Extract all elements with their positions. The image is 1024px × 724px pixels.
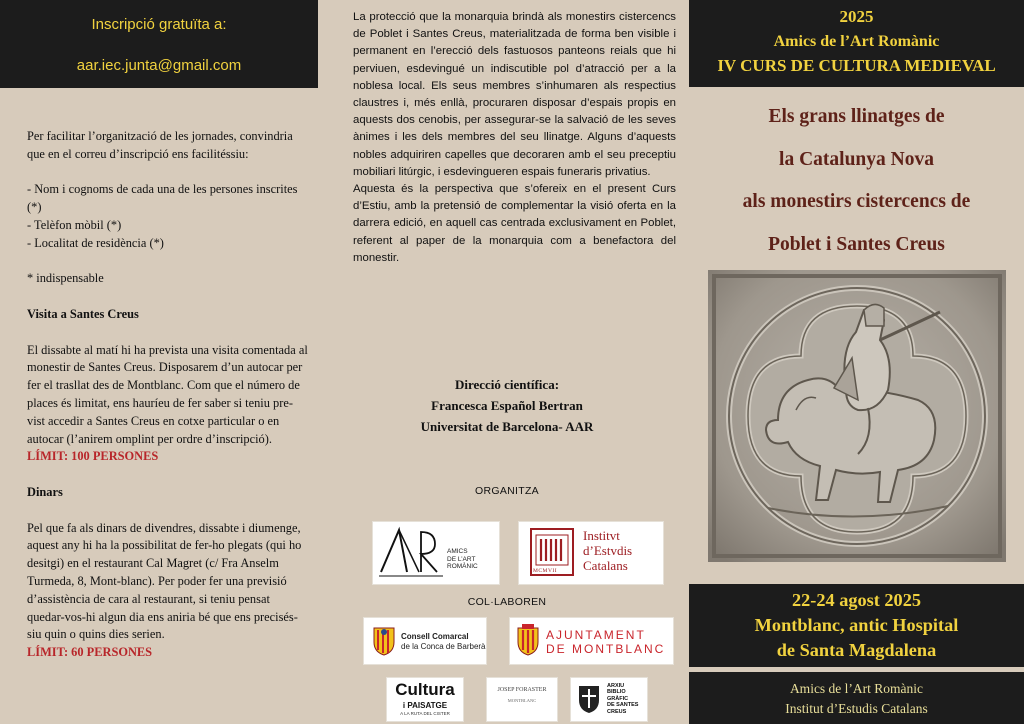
visit-text bbox=[27, 342, 309, 467]
course-title-line: Els grans llinatges de bbox=[768, 106, 945, 127]
ajuntament-logo-text bbox=[546, 628, 665, 656]
director-name: Francesca Español Bertran bbox=[431, 398, 583, 413]
registration-info bbox=[27, 128, 309, 662]
consell-logo-text bbox=[401, 632, 486, 652]
consell-comarcal-logo bbox=[363, 617, 487, 665]
course-introduction bbox=[353, 9, 676, 267]
collaborate-label: COL·LABOREN bbox=[467, 596, 547, 608]
ajuntament-logo-line: DE MONTBLANC bbox=[546, 642, 666, 656]
course-title bbox=[689, 96, 1024, 266]
required-list-item-name: - Nom i cognoms de cada una de les persones inscrites (*) bbox=[27, 182, 298, 215]
arxiu-logo-line: DE SANTES bbox=[607, 702, 639, 709]
left-panel bbox=[0, 0, 318, 724]
iec-logo-line: Catalans bbox=[583, 558, 628, 573]
venue-line-2: de Santa Magdalena bbox=[776, 640, 937, 660]
footer-box bbox=[689, 672, 1024, 724]
registration-email[interactable]: aar.iec.junta@gmail.com bbox=[76, 57, 242, 74]
organize-label: ORGANITZA bbox=[475, 485, 539, 497]
iec-logo-line: Institvt bbox=[583, 528, 620, 543]
arxiu-logo-text bbox=[607, 683, 638, 715]
course-header bbox=[689, 0, 1024, 87]
lunch-text: Pel que fa als dinars de divendres, dissabte i diumenge, aquest any hi ha la possibilitat de fer-ho plegats (qui ho desitgi) en el restaurant Cal Magret (c/ Fra Anselm Turmeda, 8, Mont-blanc). Per poder fer una previsió d’assistència de cara al restaurant, si teniu pensat quedar-vos-hi algun dia ens aniria bé que ens precisés-siu quin o quins dies serien. bbox=[27, 520, 302, 642]
registration-box bbox=[0, 0, 318, 88]
required-list-item-phone: - Telèfon mòbil (*) bbox=[27, 217, 122, 232]
cultura-logo-small: A LA RUTA DEL CISTER bbox=[400, 711, 450, 716]
visit-limit: LÍMIT: 100 PERSONES bbox=[27, 449, 159, 464]
direction-title: Direcció científica: bbox=[454, 377, 560, 392]
right-panel bbox=[689, 0, 1024, 724]
course-title-line: Poblet i Santes Creus bbox=[768, 233, 945, 255]
course-title-line: la Catalunya Nova bbox=[779, 148, 934, 170]
organizer-name: Amics de l’Art Romànic bbox=[773, 33, 940, 50]
course-dates: 22-24 agost 2025 bbox=[792, 590, 921, 610]
ajuntament-logo-line: AJUNTAMENT bbox=[546, 628, 646, 642]
cultura-paisatge-logo bbox=[386, 677, 464, 722]
foraster-logo-line: JOSEP FORASTER bbox=[497, 687, 547, 693]
course-title-line: als monestirs cistercencs de bbox=[742, 191, 971, 212]
date-venue-box bbox=[689, 584, 1024, 667]
registration-label: Inscripció gratuïta a: bbox=[91, 16, 227, 33]
visit-description: El dissabte al matí hi ha prevista una visita comentada al monestir de Santes Creus. Disposarem d’un autocar per fer el trasllat des de Montblanc. Com que el número de places és limitat, ens hauríeu de fer saber si teniu pre-vist accedir a Santes Creus en cotxe particular o en autocar (l’anirem omplint per ordre d’inscripció). bbox=[27, 342, 308, 446]
iec-logo-line: d’Estvdis bbox=[583, 543, 633, 558]
josep-foraster-logo bbox=[486, 677, 558, 722]
aar-logo-line: AMICS bbox=[447, 548, 468, 555]
director-university: Universitat de Barcelona- AAR bbox=[420, 419, 594, 434]
knight-relief-image bbox=[708, 270, 1006, 562]
foraster-logo-line: MONTBLANC bbox=[507, 698, 537, 703]
lunch-limit: LÍMIT: 60 PERSONES bbox=[27, 645, 153, 660]
aar-logo-line: DE L’ART bbox=[447, 555, 476, 563]
course-year: 2025 bbox=[839, 7, 874, 26]
middle-panel bbox=[322, 0, 688, 724]
arxiu-logo-line: BIBLIO bbox=[607, 689, 626, 696]
venue-line-1: Montblanc, antic Hospital bbox=[754, 615, 959, 635]
cultura-logo-word: Cultura bbox=[395, 680, 455, 699]
info-paragraph: Per facilitar l’organització de les jornades, convindria que en el correu d’inscripció ens facilitéssiu: bbox=[27, 129, 293, 161]
iec-logo bbox=[518, 521, 664, 585]
montblanc-shield-icon bbox=[516, 624, 540, 656]
aar-logo bbox=[372, 521, 500, 585]
aar-emblem-icon bbox=[373, 522, 499, 584]
footer-organizer: Amics de l’Art Romànic bbox=[789, 681, 924, 696]
consell-logo-line: Consell Comarcal bbox=[401, 632, 469, 641]
intro-paragraph-2: Aquesta és la perspectiva que s’ofereix en el present Curs d’Estiu, amb la pretensió de complementar la visió oferta en la darrera edició, en aquell cas centrada exclusivament en Poblet, referent al paper de la monarquia com a benefactora del monestir. bbox=[353, 183, 676, 264]
scientific-direction bbox=[322, 374, 692, 437]
mandatory-note: * indispensable bbox=[27, 271, 104, 286]
iec-seal-year: MCMVII bbox=[533, 568, 558, 574]
lunch-heading: Dinars bbox=[27, 484, 63, 499]
arxiu-santes-creus-logo bbox=[570, 677, 648, 722]
iec-logo-text bbox=[583, 528, 632, 573]
consell-shield-icon bbox=[372, 626, 396, 656]
consell-logo-line: de la Conca de Barberà bbox=[401, 642, 486, 651]
arxiu-logo-line: GRÀFIC bbox=[607, 695, 629, 702]
arxiu-logo-line: ARXIU bbox=[607, 683, 625, 689]
aar-logo-line: ROMÀNIC bbox=[447, 563, 478, 570]
santes-creus-crest-icon bbox=[577, 684, 601, 714]
intro-paragraph-1: La protecció que la monarquia brindà als monestirs cistercencs de Poblet i Santes Creus, materialitzada de forma ben visible i permanent en l’erecció dels fastuosos panteons reials que hi perviuen, esdevingué un indiscutible pol d’atracció per a la noblesa local. Els seus membres s’inhumaren als respectius claustres i, més enllà, procuraren disposar d’espais propis en aquests dos cenobis, per assegurar-se la salvació de les seves ànimes i les dels membres del seu llinatge. Alguns d’aquests nobles adquiriren capelles que decoraren amb el seu preceptiu mobiliari litúrgic, i esdevingueren espais funeraris privatius. bbox=[353, 11, 676, 178]
aar-logo-text bbox=[447, 548, 478, 571]
arxiu-logo-line: CREUS bbox=[607, 708, 627, 715]
footer-institute: Institut d’Estudis Catalans bbox=[785, 701, 928, 716]
visit-heading: Visita a Santes Creus bbox=[27, 306, 139, 321]
course-name: IV CURS DE CULTURA MEDIEVAL bbox=[717, 56, 996, 75]
ajuntament-montblanc-logo bbox=[509, 617, 674, 665]
required-list-item-locality: - Localitat de residència (*) bbox=[27, 235, 164, 250]
cultura-logo-sub: i PAISATGE bbox=[402, 701, 448, 710]
